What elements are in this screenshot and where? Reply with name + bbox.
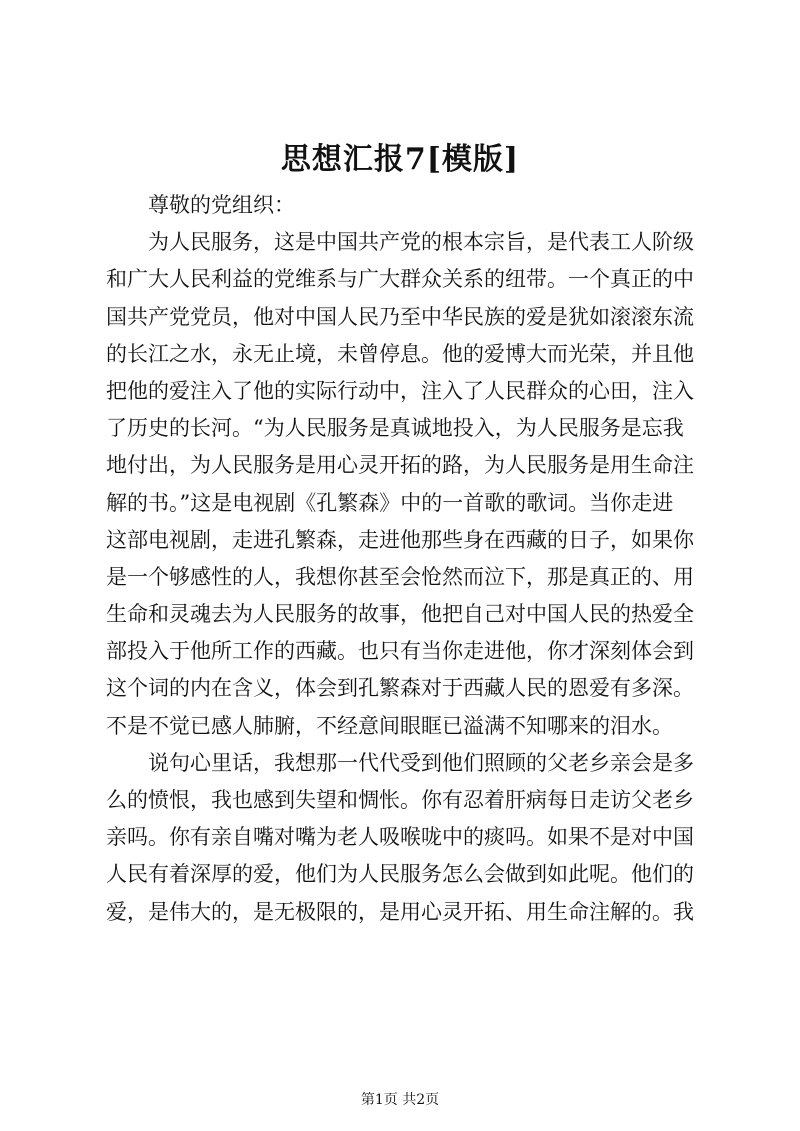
paragraph-line: 和广大人民利益的党维系与广大群众关系的纽带。一个真正的中 [106, 267, 694, 292]
paragraph-line: 说句心里话，我想那一代代受到他们照顾的父老乡亲会是多 [148, 750, 694, 775]
paragraph-line: 的长江之水，永无止境，未曾停息。他的爱博大而光荣，并且他 [106, 341, 694, 366]
paragraph-line: 把他的爱注入了他的实际行动中，注入了人民群众的心田，注入 [106, 378, 694, 403]
paragraph-line: 生命和灵魂去为人民服务的故事，他把自己对中国人民的热爱全 [106, 602, 694, 627]
paragraph-line: 这个词的内在含义，体会到孔繁森对于西藏人民的恩爱有多深。 [106, 676, 694, 701]
paragraph-line: 为人民服务，这是中国共产党的根本宗旨，是代表工人阶级 [148, 230, 694, 255]
paragraph-line: 爱，是伟大的，是无极限的，是用心灵开拓、用生命注解的。我 [106, 899, 694, 924]
paragraph-line: 是一个够感性的人，我想你甚至会怆然而泣下，那是真正的、用 [106, 564, 694, 589]
paragraph-1 [106, 224, 716, 745]
paragraph-line: 么的愤恨，我也感到失望和惆怅。你有忍着肝病每日走访父老乡 [106, 788, 694, 812]
document-title: 思想汇报7[模版] [280, 142, 520, 177]
page-footer: 第1页 共2页 [360, 1092, 440, 1108]
paragraph-line: 这部电视剧，走进孔繁森，走进他那些身在西藏的日子，如果你 [106, 527, 694, 552]
paragraph-2 [106, 745, 716, 931]
salutation: 尊敬的党组织： [148, 193, 295, 217]
paragraph-line: 部投入于他所工作的西藏。也只有当你走进他，你才深刻体会到 [106, 639, 694, 664]
paragraph-line: 不是不觉已感人肺腑，不经意间眼眶已溢满不知哪来的泪水。 [106, 713, 673, 738]
paragraph-line: 亲吗。你有亲自嘴对嘴为老人吸喉咙中的痰吗。如果不是对中国 [106, 825, 694, 850]
paragraph-line: 人民有着深厚的爱，他们为人民服务怎么会做到如此呢。他们的 [106, 862, 694, 887]
document-body [106, 187, 716, 931]
paragraph-line: 地付出，为人民服务是用心灵开拓的路，为人民服务是用生命注 [106, 453, 694, 478]
paragraph-line: 了历史的长河。“为人民服务是真诚地投入，为人民服务是忘我 [106, 416, 684, 441]
paragraph-line: 国共产党党员，他对中国人民乃至中华民族的爱是犹如滚滚东流 [106, 304, 694, 329]
paragraph-line: 解的书。”这是电视剧《孔繁森》中的一首歌的歌词。当你走进 [106, 490, 674, 515]
